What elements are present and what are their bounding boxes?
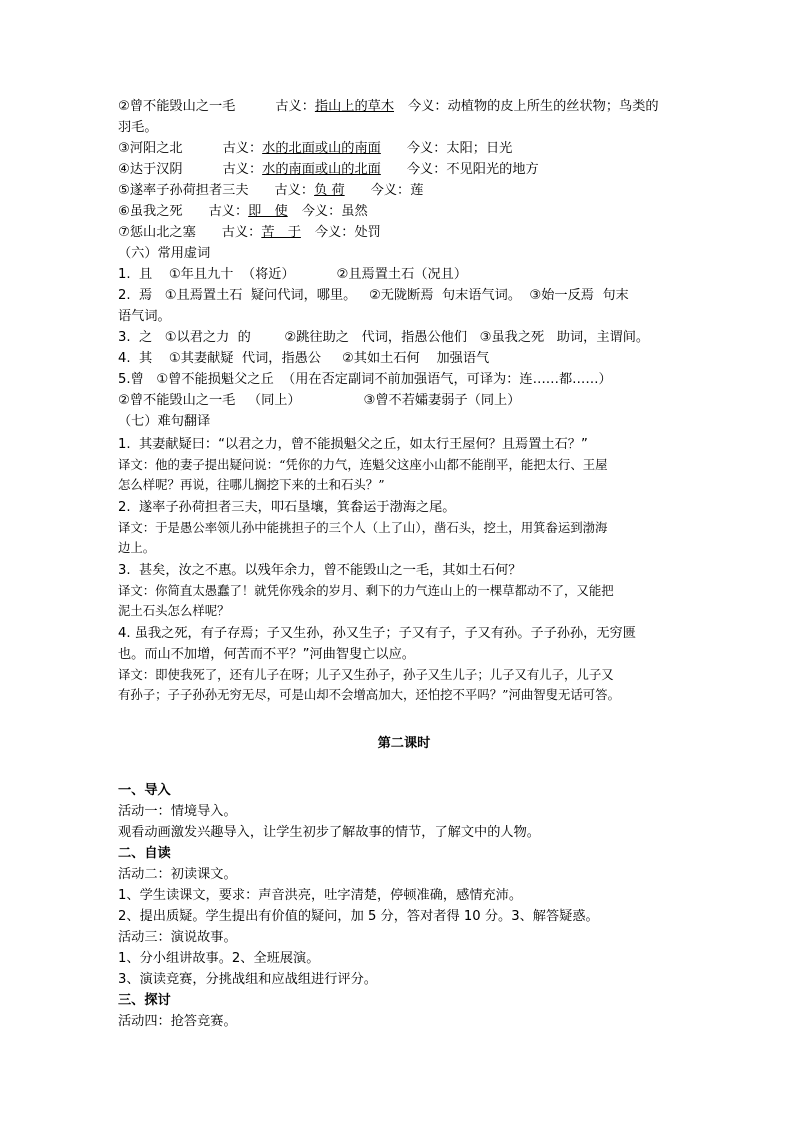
- xuci-heading: （六）常用虚词: [118, 246, 211, 261]
- gushi-jin: 莲: [410, 183, 424, 198]
- xuci-line: 3. 之 ①以君之力 的 ②跳往助之 代词，指愚公他们 ③虽我之死 助词，主谓间。: [118, 330, 650, 345]
- activity-detail: 1、学生读课文，要求：声音洪亮，吐字清楚，停顿准确，感情充沛。: [118, 888, 523, 903]
- fanyi-heading: （七）难句翻译: [118, 414, 211, 429]
- section-heading: 一、导入: [118, 783, 171, 798]
- fanyi-translation: 边上。: [118, 540, 156, 555]
- gushi-item: ⑥虽我之死: [118, 204, 183, 219]
- gushi-jin: 动植物的皮上所生的丝状物；鸟类的: [447, 99, 659, 114]
- fanyi-source: 3. 甚矣，汝之不惠。以残年余力，曾不能毁山之一毛，其如土石何？: [118, 563, 522, 578]
- fanyi-translation: 译文：他的妻子提出疑问说：“凭你的力气，连魁父这座小山都不能削平，能把太行、王屋: [118, 457, 608, 472]
- xuci-line: 5.曾 ①曾不能损魁父之丘 （用在否定副词不前加强语气，可译为：连……都……）: [118, 372, 612, 387]
- gushi-gu-label: 古义：: [222, 162, 263, 177]
- document-page: [118, 96, 690, 1032]
- xuci-line: 1. 且 ①年且九十 （将近） ②且焉置土石（况且）: [118, 267, 468, 282]
- gushi-line-1-cont: 羽毛。: [118, 120, 158, 135]
- gushi-line-4: [118, 180, 690, 201]
- section-heading: 二、自读: [118, 846, 171, 861]
- activity-detail: 观看动画激发兴趣导入，让学生初步了解故事的情节，了解文中的人物。: [118, 825, 540, 840]
- xuci-line: ②曾不能毁山之一毛 （同上） ③曾不若孀妻弱子（同上）: [118, 393, 521, 408]
- activity-detail: 2、提出质疑。学生提出有价值的疑问，加 5 分，答对者得 10 分。3、解答疑惑。: [118, 909, 599, 924]
- fanyi-source-cont: 也。而山不加增，何苦而不平？”河曲智叟亡以应。: [118, 647, 415, 662]
- xuci-line: 4. 其 ①其妻献疑 代词，指愚公 ②其如土石何 加强语气: [118, 351, 490, 366]
- fanyi-source: 4. 虽我之死，有子存焉；子又生孙，孙又生子；子又有子，子又有孙。子子孙孙，无穷匮: [118, 626, 636, 641]
- gushi-item: ④达于汉阴: [118, 162, 183, 177]
- fanyi-translation: 译文：你简直太愚蠢了！就凭你残余的岁月、剩下的力气连山上的一棵草都动不了，又能把: [118, 583, 614, 598]
- gushi-jin: 不见阳光的地方: [446, 162, 539, 177]
- gushi-jin: 虽然: [341, 204, 368, 219]
- gushi-jin: 太阳；日光: [446, 141, 513, 156]
- activity-line: 活动一：情境导入。: [118, 804, 237, 819]
- gushi-item: ③河阳之北: [118, 141, 183, 156]
- gushi-gu-label: 古义：: [208, 204, 249, 219]
- fanyi-translation: 译文：于是愚公率领儿孙中能挑担子的三个人（上了山），凿石头，挖土，用箕畚运到渤海: [118, 520, 608, 535]
- gushi-line-5: [118, 201, 690, 222]
- activity-detail: 3、演读竞赛，分挑战组和应战组进行评分。: [118, 972, 377, 987]
- gushi-line-6: [118, 222, 690, 243]
- gushi-gu: 水的南面或山的北面: [262, 162, 381, 177]
- gushi-item: ⑦惩山北之塞: [118, 225, 196, 240]
- gushi-gu: 指山上的草木: [314, 99, 395, 114]
- gushi-gu-label: 古义：: [274, 183, 315, 198]
- gushi-jin-label: 今义：: [301, 204, 342, 219]
- gushi-jin-label: 今义：: [408, 99, 448, 114]
- fanyi-source: 1. 其妻献疑曰：“以君之力，曾不能损魁父之丘，如太行王屋何？且焉置土石？”: [118, 437, 588, 452]
- gushi-gu-label: 古义：: [222, 141, 263, 156]
- gushi-gu-label: 古义：: [221, 225, 262, 240]
- activity-line: 活动四：抢答竞赛。: [118, 1014, 237, 1029]
- gushi-gu: 负 荷: [314, 183, 345, 198]
- gushi-gu-label: 古义：: [275, 99, 315, 114]
- gushi-line-2: [118, 138, 690, 159]
- gushi-jin: 处罚: [354, 225, 381, 240]
- xuci-line: 2. 焉 ①且焉置土石 疑问代词，哪里。 ②无陇断焉 句末语气词。 ③始一反焉 句末: [118, 288, 629, 303]
- section-heading: 三、探讨: [118, 993, 171, 1008]
- activity-detail: 1、分小组讲故事。2、全班展演。: [118, 951, 320, 966]
- gushi-line-3: [118, 159, 690, 180]
- gushi-item: ⑤遂率子孙荷担者三夫: [118, 183, 249, 198]
- fanyi-translation: 译文：即使我死了，还有儿子在呀；儿子又生孙子，孙子又生儿子；儿子又有儿子，儿子又: [118, 667, 614, 682]
- gushi-gu: 苦 于: [261, 225, 301, 240]
- gushi-jin-label: 今义：: [370, 183, 411, 198]
- lesson-title: 第二课时: [377, 736, 431, 751]
- fanyi-translation: 有孙子；子子孙孙无穷无尽，可是山却不会增高加大，还怕挖不平吗？”河曲智叟无话可答。: [118, 687, 620, 702]
- gushi-line-1: [118, 96, 690, 117]
- gushi-item: ②曾不能毁山之一毛: [118, 99, 236, 114]
- gushi-jin-label: 今义：: [314, 225, 355, 240]
- gushi-gu: 水的北面或山的南面: [262, 141, 381, 156]
- fanyi-translation: 怎么样呢？再说，往哪儿搁挖下来的土和石头？”: [118, 477, 385, 492]
- activity-line: 活动三：演说故事。: [118, 930, 237, 945]
- gushi-gu: 即 使: [248, 204, 288, 219]
- gushi-jin-label: 今义：: [406, 141, 447, 156]
- gushi-jin-label: 今义：: [406, 162, 447, 177]
- fanyi-translation: 泥土石头怎么样呢？: [118, 603, 230, 618]
- activity-line: 活动二：初读课文。: [118, 867, 237, 882]
- xuci-line: 语气词。: [118, 309, 171, 324]
- fanyi-source: 2. 遂率子孙荷担者三夫，叩石垦壤，箕畚运于渤海之尾。: [118, 500, 456, 515]
